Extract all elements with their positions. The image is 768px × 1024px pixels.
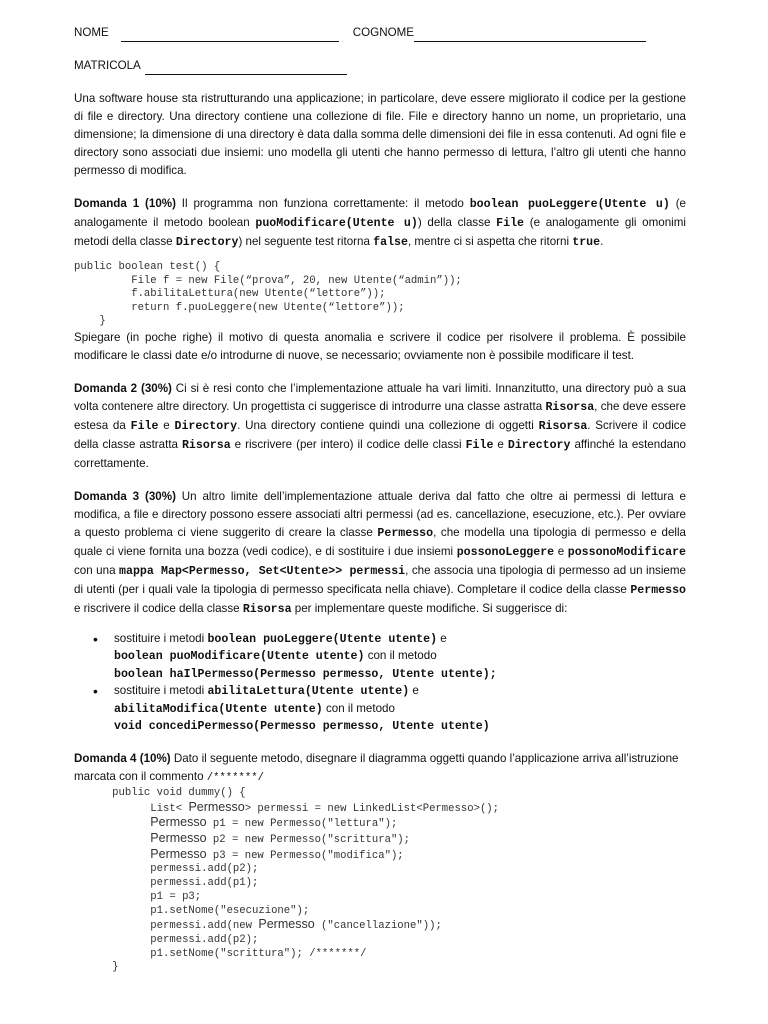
cognome-label: COGNOME <box>352 26 414 39</box>
code-text: p1.setNome("esecuzione"); <box>74 904 310 917</box>
question-3 <box>74 488 686 619</box>
question-1-title: Domanda 1 (10%) <box>74 197 176 210</box>
question-4 <box>74 750 686 787</box>
text: (e analogamente il metodo boolean <box>74 197 687 229</box>
code-text: permessi.add(p1); <box>74 877 259 890</box>
code-line <box>74 918 686 934</box>
question-4-title: Domanda 4 (10%) <box>74 751 171 765</box>
question-3-title: Domanda 3 (30%) <box>74 489 176 503</box>
code-term: /*******/ <box>206 771 264 784</box>
code-term: File <box>496 217 525 230</box>
code-term: boolean haIlPermesso(Permesso permesso, Utente utente); <box>114 667 497 681</box>
text: ) nel seguente test ritorna <box>238 235 374 248</box>
text: Ci si è resi conto che l’implementazione attuale ha vari limiti. Innanzitutto, una directory può a sua volta contenere altre directory. Un progettista ci suggerisce di introdurre una classe astratta <box>74 381 686 413</box>
code-text: ("cancellazione")); <box>314 920 442 933</box>
code-text: > permessi = new LinkedList<Permesso>(); <box>244 802 500 815</box>
type-name: Permesso <box>188 799 245 814</box>
code-text: List< <box>74 802 189 815</box>
code-text: } <box>74 961 119 974</box>
intro-paragraph: Una software house sta ristrutturando una applicazione; in particolare, deve essere migliorato il codice per la gestione di file e directory. Una directory contiene una collezione di file. File e directory hanno un nome, un proprietario, una dimensione; la dimensione di una directory è data dalla somma delle dimensioni dei file in essa contenuti. Ad ogni file e directory sono associati due insiemi: uno modella gli utenti che hanno permesso di lettura, l’altro gli utenti che hanno permesso di modifica. <box>74 92 686 177</box>
type-name: Permesso <box>150 831 207 846</box>
code-term: Directory <box>174 419 238 433</box>
text: Un altro limite dell’implementazione attuale deriva dal fatto che oltre ai permessi di lettura e modifica, a file e directory possono essere associati altri permessi (ad es. cancellazione, esecuzione, etc.). Per ovviare a questo problema ci viene suggerito di creare la classe <box>74 489 686 539</box>
nome-label: NOME <box>74 26 109 39</box>
code-line <box>74 863 686 877</box>
suggestion-list <box>74 631 686 736</box>
code-term: Risorsa <box>242 602 292 616</box>
code-text <box>74 818 150 830</box>
code-term: boolean puoLeggere(Utente u) <box>469 198 670 211</box>
code-term: void concediPermesso(Permesso permesso, Utente utente) <box>114 720 490 734</box>
text: , che modella una tipologia di permesso e della quale ci viene fornita una bozza (vedi codice), e di sostituire i due insiemi <box>74 525 686 558</box>
question-1 <box>74 195 686 252</box>
code-line <box>74 848 686 864</box>
matricola-field[interactable] <box>145 61 347 75</box>
code-term: Directory <box>507 438 571 452</box>
code-line: } <box>74 315 106 328</box>
code-text: p3 = new Permesso("modifica"); <box>206 849 404 862</box>
code-text: permessi.add(new <box>74 920 259 933</box>
code-line: return f.puoLeggere(new Utente(“lettore”)); <box>74 301 405 314</box>
code-term: false <box>373 236 408 249</box>
code-line <box>74 891 686 905</box>
list-item <box>114 683 686 736</box>
question-2 <box>74 380 686 473</box>
code-line <box>74 816 686 832</box>
code-term: puoModificare(Utente u) <box>255 217 418 230</box>
code-line <box>74 961 686 975</box>
text: per implementare queste modifiche. Si suggerisce di: <box>291 601 568 615</box>
text: e <box>158 418 175 432</box>
question-2-title: Domanda 2 (30%) <box>74 381 172 395</box>
code-line: File f = new File(“prova”, 20, new Utente(“admin”)); <box>74 274 462 287</box>
code-text: p1.setNome("scrittura"); /*******/ <box>74 947 367 960</box>
text: con il metodo <box>364 649 437 663</box>
text: . Scrivere il codice della classe astratta <box>74 418 687 451</box>
text: e <box>437 631 447 645</box>
test-code-block <box>74 261 686 329</box>
code-line <box>74 832 686 848</box>
cognome-field[interactable] <box>414 28 646 42</box>
type-name: Permesso <box>150 815 207 830</box>
code-term: abilitaLettura(Utente utente) <box>207 685 410 699</box>
code-line <box>74 934 686 948</box>
code-text: p2 = new Permesso("scrittura"); <box>206 834 411 847</box>
name-row <box>74 24 686 42</box>
code-text: permessi.add(p2); <box>74 934 259 946</box>
text: e riscrivere (per intero) il codice delle classi <box>230 437 466 451</box>
text: sostituire i metodi <box>114 684 208 698</box>
code-term: possonoLeggere <box>456 545 555 559</box>
code-term: File <box>130 419 159 433</box>
text: ) della classe <box>417 216 497 229</box>
code-line: public boolean test() { <box>74 261 221 273</box>
code-text: permessi.add(p2); <box>74 863 259 876</box>
code-term: possonoModificare <box>567 545 687 559</box>
text: , che associa una tipologia di permesso ad un insieme di utenti (per i quali vale la tipologia di permesso specificata nella chiave). Completare il codice della classe <box>74 563 686 596</box>
matricola-row <box>74 57 686 75</box>
text: e <box>409 684 419 698</box>
code-term: Risorsa <box>545 400 595 414</box>
code-text: p1 = new Permesso("lettura"); <box>206 818 398 831</box>
code-term: true <box>572 236 601 249</box>
type-name: Permesso <box>150 846 207 861</box>
code-line <box>74 905 686 919</box>
type-name: Permesso <box>258 917 315 932</box>
code-line: f.abilitaLettura(new Utente(“lettore”)); <box>74 288 386 301</box>
code-line <box>74 787 686 801</box>
question-1-instructions: Spiegare (in poche righe) il motivo di questa anomalia e scrivere il codice per risolvere il problema. È possibile modificare le classi date e/o introdurne di nuove, se necessario; ovviamente non è possibile modificare il test. <box>74 330 686 362</box>
code-text: public void dummy() { <box>74 786 246 799</box>
nome-field[interactable] <box>121 28 339 42</box>
code-term: boolean puoModificare(Utente utente) <box>114 650 365 664</box>
code-term: Directory <box>175 236 239 249</box>
exam-page <box>74 24 686 975</box>
text: , che deve essere estesa da <box>74 399 686 432</box>
text: , mentre ci si aspetta che ritorni <box>407 235 573 248</box>
code-line <box>74 948 686 962</box>
text: Dato il seguente metodo, disegnare il diagramma oggetti quando l’applicazione arriva all’istruzione marcata con il commento <box>74 751 679 783</box>
code-term: Permesso <box>630 583 686 597</box>
text: affinché la estendano correttamente. <box>74 437 686 470</box>
code-line <box>74 877 686 891</box>
text: sostituire i metodi <box>114 631 208 645</box>
code-term: Risorsa <box>538 419 588 433</box>
code-term: mappa Map<Permesso, Set<Utente>> permessi <box>119 564 406 578</box>
code-term: Permesso <box>377 526 434 540</box>
code-term: abilitaModifica(Utente utente) <box>114 702 323 716</box>
code-text <box>74 834 150 846</box>
matricola-label: MATRICOLA <box>74 59 141 72</box>
code-term: Risorsa <box>181 438 231 452</box>
text: . Una directory contiene quindi una collezione di oggetti <box>237 418 539 432</box>
text: e riscrivere il codice della classe <box>74 601 243 615</box>
text: (e analogamente gli omonimi metodi della classe <box>74 216 686 248</box>
text: Il programma non funziona correttamente: il metodo <box>175 197 470 210</box>
text: e <box>493 437 508 451</box>
code-text: p1 = p3; <box>74 890 202 903</box>
text: con una <box>74 563 120 577</box>
code-line <box>74 801 686 817</box>
text: e <box>554 544 568 558</box>
dummy-code-block <box>74 787 686 975</box>
text: con il metodo <box>322 701 395 715</box>
code-term: File <box>465 438 494 452</box>
code-text <box>74 850 150 862</box>
text: . <box>600 235 604 248</box>
code-term: boolean puoLeggere(Utente utente) <box>207 632 438 646</box>
list-item <box>114 631 686 684</box>
